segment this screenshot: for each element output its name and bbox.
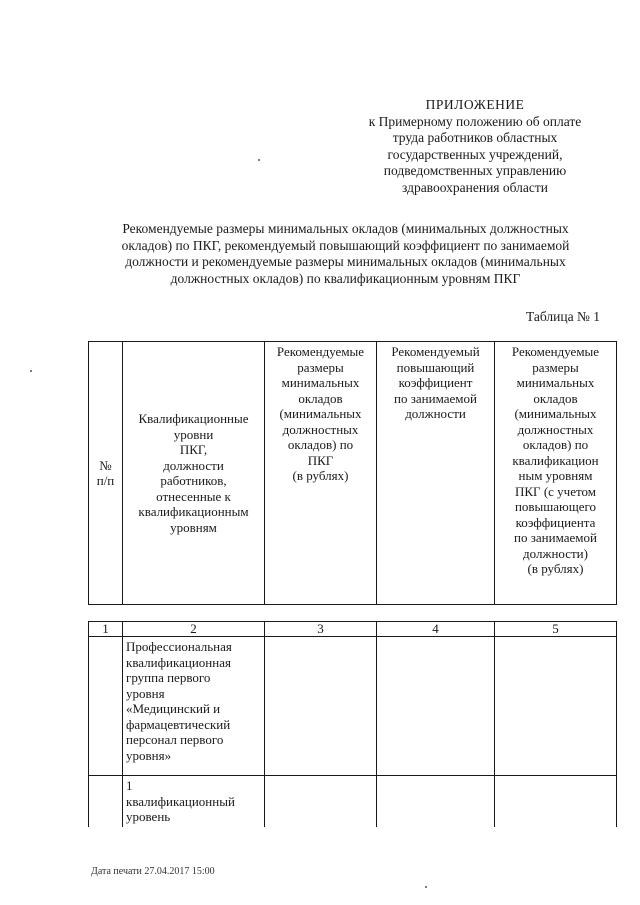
header-cell-qualification: Квалификационные уровни ПКГ, должности работников, отнесенные к квалификационным уровням: [123, 342, 265, 605]
column-number: 1: [89, 622, 123, 637]
header-row: [89, 342, 617, 605]
table-row: [89, 776, 617, 827]
scan-speck: [258, 159, 260, 161]
header-cell-coefficient: Рекомендуемый повышающий коэффициент по занимаемой должности: [377, 342, 495, 605]
table-cell-group-name: Профессиональная квалификационная группа первого уровня «Медицинский и фармацевтический персонал первого уровня»: [123, 637, 265, 776]
document-title-line: Рекомендуемые размеры минимальных окладов (минимальных должностных: [122, 221, 569, 236]
column-number: 2: [123, 622, 265, 637]
header-cell-number: № п/п: [89, 342, 123, 605]
table-cell: [495, 776, 617, 827]
table-row: [89, 637, 617, 776]
column-number: 4: [377, 622, 495, 637]
appendix-line: к Примерному положению об оплате: [368, 113, 582, 129]
table-cell: [89, 637, 123, 776]
table-cell: [89, 776, 123, 827]
appendix-block: [330, 97, 620, 196]
table-cell: [495, 637, 617, 776]
table-header: [88, 341, 617, 605]
table-cell: [377, 637, 495, 776]
column-number: 5: [495, 622, 617, 637]
table-cell: [265, 776, 377, 827]
document-title-line: должности и рекомендуемые размеры минимальных окладов (минимальных: [125, 254, 566, 269]
table-cell-level-name: 1 квалификационный уровень: [123, 776, 265, 827]
appendix-line: подведомственных управлению: [383, 163, 567, 178]
column-number-row: [89, 622, 617, 637]
appendix-line: труда работников областных: [392, 130, 558, 145]
appendix-title: ПРИЛОЖЕНИЕ: [425, 97, 525, 112]
document-title: [78, 221, 613, 287]
header-cell-min-salary-level: Рекомендуемые размеры минимальных окладов (минимальных должностных окладов) по квалификацион ным уровням ПКГ (с учетом повышающего коэффициента по занимаемой должности) (в рублях): [495, 342, 617, 605]
column-number: 3: [265, 622, 377, 637]
document-title-line: должностных окладов) по квалификационным уровням ПКГ: [170, 270, 521, 286]
appendix-line: здравоохранения области: [401, 179, 548, 195]
table-label: Таблица № 1: [526, 309, 600, 324]
print-date-footer: Дата печати 27.04.2017 15:00: [91, 866, 215, 877]
header-cell-min-salary-pkg: Рекомендуемые размеры минимальных окладов (минимальных должностных окладов) по ПКГ (в рублях): [265, 342, 377, 605]
scan-speck: [30, 370, 32, 372]
scan-speck: [425, 886, 427, 888]
table-cell: [377, 776, 495, 827]
appendix-line: государственных учреждений,: [387, 146, 563, 162]
document-title-line: окладов) по ПКГ, рекомендуемый повышающий коэффициент по занимаемой: [121, 237, 570, 253]
table-body: [88, 621, 617, 827]
table-cell: [265, 637, 377, 776]
